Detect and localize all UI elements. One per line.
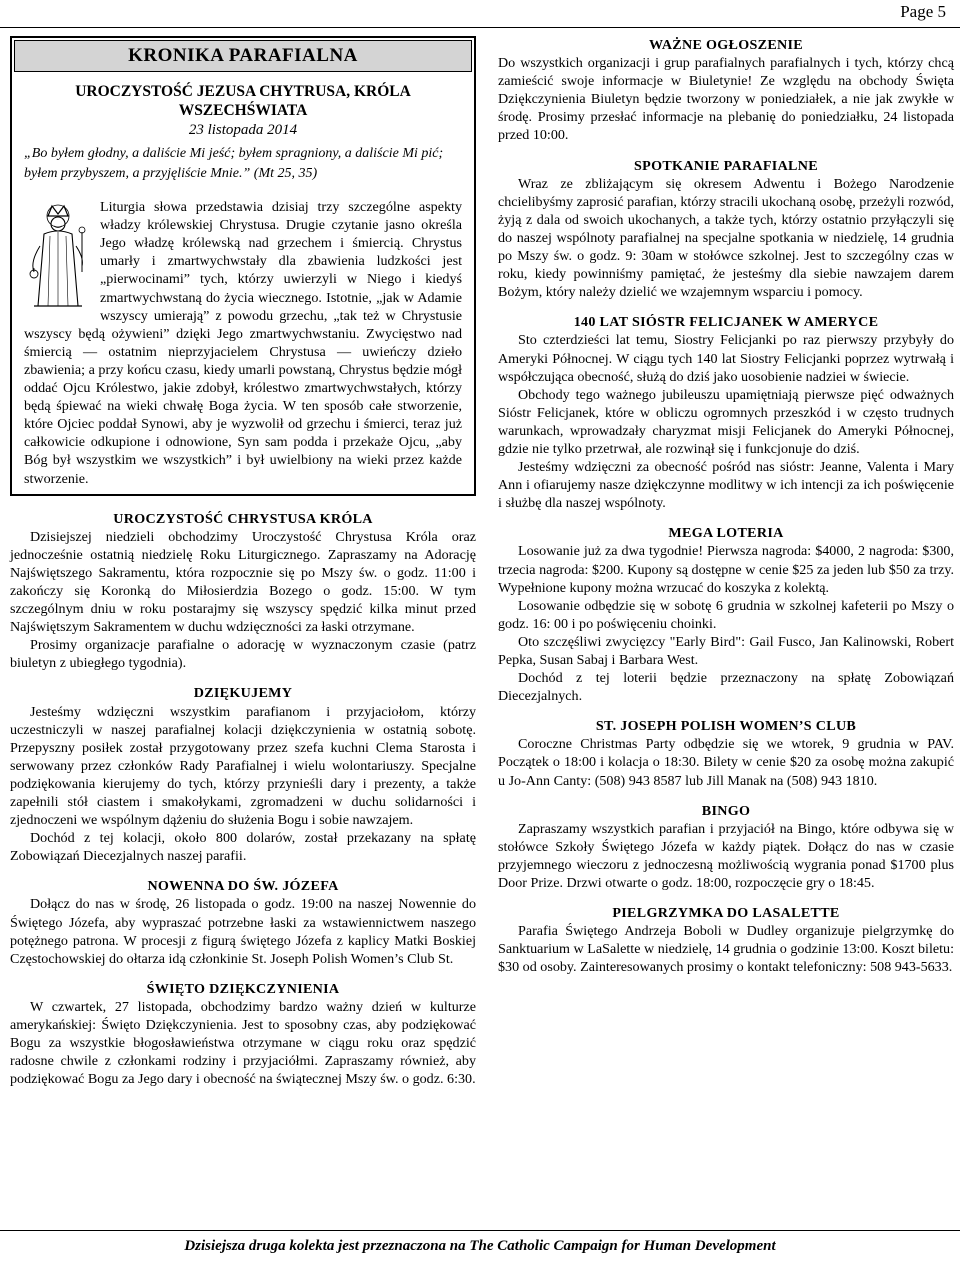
dziekujemy-p1: Jesteśmy wdzięczni wszystkim parafianom i przyjaciołom, którzy uczestniczyli w naszej parafialnej kolacji dziękczynienia w ostatnią sobotę. Przepyszny posiłek został przygotowany przez szefa kuchni Clema Starosta i serwowany przez członków Rady Parafialnej i wielu wolontariuszy. Specjalne podziękowania kierujemy do tych, którzy przynieśli dary i prezenty, a także zapełnili stół ciastem i smakołykami, zgromadzeni w duchu solidarności i zjednoczeni we wspólnym dążeniu do służenia Bogu i sobie nawzajem. (10, 703, 476, 829)
siostry-p2: Obchody tego ważnego jubileuszu upamiętniają pierwsze pięć odważnych Sióstr Felicjanek, które w obliczu ogromnych przeszkód i w często trudnych warunkach, wprowadzały charyzmat misji Felicjanek do Ameryki Północnej, gdzie nie tylko przetrwał, ale rozwinął się i funkcjonuje do dziś. (498, 386, 954, 457)
spotkanie-heading: SPOTKANIE PARAFIALNE (634, 157, 818, 174)
swieto-heading: ŚWIĘTO DZIĘKCZYNIENIA (146, 980, 340, 997)
feast-date: 23 listopada 2014 (188, 122, 298, 139)
loteria-heading: MEGA LOTERIA (668, 525, 784, 542)
kronika-box (10, 36, 476, 496)
feast-title: UROCZYSTOŚĆ JEZUSA CHYTRUSA, KRÓLA WSZECHŚWIATA (75, 83, 411, 120)
footer-rule (0, 1230, 960, 1231)
siostry-p1: Sto czterdzieści lat temu, Siostry Felicjanki po raz pierwszy przybyły do Ameryki Północnej. W ciągu tych 140 lat Siostry Felicjanki poprzez wytrwałą i współczująca obecność, służą do dziś jako uosobienie nadziei w świecie. (498, 332, 954, 385)
christ-king-illustration (24, 202, 92, 312)
page-number: Page 5 (900, 2, 946, 21)
uroczystosc-p2: Prosimy organizacje parafialne o adorację w wyznaczonym czasie (patrz biuletyn z ubiegłego tygodnia). (10, 637, 476, 672)
nowenna-p1: Dołącz do nas w środę, 26 listopada o godz. 19:00 na naszej Nowennie do Świętego Józefa, aby wypraszać potrzebne łaski za wstawiennictwem naszego potężnego patrona. W procesji z figurą świętego Józefa z kaplicy Matki Boskiej Częstochowskiej do ołtarza idą członkinie St. Joseph Polish Women’s Club St. (10, 896, 476, 967)
pielgrzymka-heading: PIELGRZYMKA DO LASALETTE (612, 905, 840, 922)
dziekujemy-p2: Dochód z tej kolacji, około 800 dolarów, został przekazany na spłatę Zobowiązań Diecezjalnych naszej parafii. (10, 830, 476, 865)
bingo-p1: Zapraszamy wszystkich parafian i przyjaciół na Bingo, które odbywa się w stołówce Szkoły Świętego Józefa w każdy piątek. Dołącz do nas w czasie przyjemnego wieczoru z jednoczesną możliwością wygrania ponad $1700 plus Door Prize. Drzwi otwarte o godz. 18:00, rozpoczęcie gry o 18:45. (498, 820, 954, 892)
kronika-title: KRONIKA PARAFIALNA (14, 40, 472, 72)
collection-note: Dzisiejsza druga kolekta jest przeznaczona na The Catholic Campaign for Human Development (184, 1238, 776, 1254)
nowenna-heading: NOWENNA DO ŚW. JÓZEFA (147, 878, 339, 895)
wazne-heading: WAŻNE OGŁOSZENIE (648, 37, 803, 53)
loteria-p3: Oto szczęśliwi zwycięzcy "Early Bird": Gail Fusco, Jan Kalinowski, Robert Pepka, Susan Sabaj i Barbara West. (498, 633, 954, 668)
loteria-p2: Losowanie odbędzie się w sobotę 6 grudnia w szkolnej kafeterii po Mszy o godz. 16: 00 i po poświęceniu choinki. (498, 597, 954, 632)
club-heading: ST. JOSEPH POLISH WOMEN’S CLUB (595, 718, 857, 735)
dziekujemy-heading: DZIĘKUJEMY (193, 685, 293, 702)
kronika-body: Liturgia słowa przedstawia dzisiaj trzy szczególne aspekty władzy królewskiej Chrystusa. Drugie czytanie jasno określa Jego władzę królewską nad grzechem i śmiercią. Chrystus umarły i zmartwychwstały dla zbawienia ludzkości jest „pierwocinami” tych, którzy uwierzyli w Niego i kiedyś zmartwychwstaną do życia wiecznego. Istotnie, „jak w Adamie wszyscy umierają” z powodu grzechu, „tak też w Chrystusie wszyscy będą ożywieni” dzięki Jego zmartwychwstaniu. Zwycięstwo nad śmiercią — ostatnim nieprzyjacielem Chrystusa — uwieńczy dzieło zbawienia; a przy końcu czasu, kiedy umarli powstaną, Chrystus będzie mógł oddać Ojcu Królestwo, jakie zdobył, królestwo zmartwychwstałych, którzy będą śpiewać na wieki chwałę Boga życia. W ten sposób całe stworzenie, które Ojciec poddał Synowi, aby je wyzwolił od grzechu i śmierci, teraz już całkowicie odkupione i odnowione, Syn sam podda i przekaże Ojcu, „aby Bóg był wszystkim we wszystkich” i był uwielbiony na wieki przez każde stworzenie. (24, 199, 462, 487)
right-column (498, 36, 954, 977)
uroczystosc-heading: UROCZYSTOŚĆ CHRYSTUSA KRÓLA (113, 510, 373, 527)
uroczystosc-p1: Dzisiejszej niedzieli obchodzimy Uroczystość Chrystusa Króla oraz jednocześnie ostatnią niedzielę Roku Liturgicznego. Zapraszamy na Adorację Najświętszego Sakramentu, która rozpocznie się po Mszy św. o godz. 11:00 i zakończy się Koronką do Miłosierdzia Bozego o godz. 15:00. W tym szczególnym dniu w roku postarajmy się wszyscy spędzić kilka minut przed Najświętszym Sakramentem w duchu wdzięczności za łaski otrzymane. (10, 528, 476, 636)
pielgrzymka-p1: Parafia Świętego Andrzeja Boboli w Dudley organizuje pielgrzymkę do Sanktuarium w LaSalette w niedzielę, 14 grudnia o godzinie 13:00. Koszt biletu: $30 od osoby. Zainteresowanych prosimy o kontakt telefoniczny: 508 943-5633. (498, 923, 954, 976)
spotkanie-p1: Wraz ze zbliżającym się okresem Adwentu i Bożego Narodzenie chcielibyśmy zaprosić parafian, którzy stracili ukochaną osobę, przeżyli rozwód, żyją z dala od swoich ukochanych, a także tych, którzy ostatnio przyłączyli się do naszej wspólnoty parafialnej na specjalne spotkania w niedzielę, 14 grudnia po Mszy św. o godz. 9: 30am w stołówce szkolnej. Jest to szczególny czas w roku, kiedy powinniśmy pamiętać, że jesteśmy dla siebie nawzajem darem Bożym, który należy dzielić we wzajemnym wsparciu i pomocy. (498, 175, 954, 301)
scripture-quote: „Bo byłem głodny, a daliście Mi jeść; byłem spragniony, a daliście Mi pić; byłem przybyszem, a przyjęliście Mnie.” (Mt 25, 35) (24, 146, 444, 182)
bingo-heading: BINGO (701, 802, 751, 819)
loteria-p4: Dochód z tej loterii będzie przeznaczony na spłatę Zobowiązań Diecezjalnych. (498, 670, 954, 705)
top-rule (0, 27, 960, 28)
swieto-p1: W czwartek, 27 listopada, obchodzimy bardzo ważny dzień w kulturze amerykańskiej: Święto Dziękczynienia. Jest to sposobny czas, aby podziękować Bogu za wszystkie błogosławieństwa otrzymane w ciągu roku oraz spędzić radosne chwile z członkami rodziny i przyjaciółmi. Zapraszamy również, aby podziękować Bogu za Jego dary i obecność na świątecznej Mszy św. o godz. 6:30. (10, 998, 476, 1088)
loteria-p1: Losowanie już za dwa tygodnie! Pierwsza nagroda: $4000, 2 nagroda: $300, trzecia nagroda: $200. Kupony są dostępne w cenie $25 za jeden lub $50 za trzy. Wypełnione kupony można wrzucać do koszyka z kolektą. (498, 543, 954, 596)
siostry-heading: 140 LAT SIÓSTR FELICJANEK W AMERYCE (573, 314, 879, 331)
siostry-p3: Jesteśmy wdzięczni za obecność pośród nas sióstr: Jeanne, Valenta i Mary Ann i ofiarujemy nasze dziękczynne modlitwy w ich intencji za ich poświęcenie i służbę dla naszej wspólnoty. (498, 459, 954, 512)
left-column (10, 36, 476, 1088)
club-p1: Coroczne Christmas Party odbędzie się we wtorek, 9 grudnia w PAV. Początek o 18:00 i kolacja o 18:30. Bilety w cenie $20 za osobę można zakupić u Jo-Ann Canty: (508) 943 8587 lub Jill Manak na (508) 943 1810. (498, 736, 954, 789)
wazne-p1: Do wszystkich organizacji i grup parafialnych parafialnych i tych, którzy chcą zamieścić swoje informacje w Biuletynie! Ze względu na obchody Święta Dziękczynienia Biuletyn będzie tworzony w poniedziałek, a nie jak zwykłe w środę. Prosimy przesłać informacje na plebanię do poniedziałku, 24 listopada przed 10:00. (498, 55, 954, 144)
